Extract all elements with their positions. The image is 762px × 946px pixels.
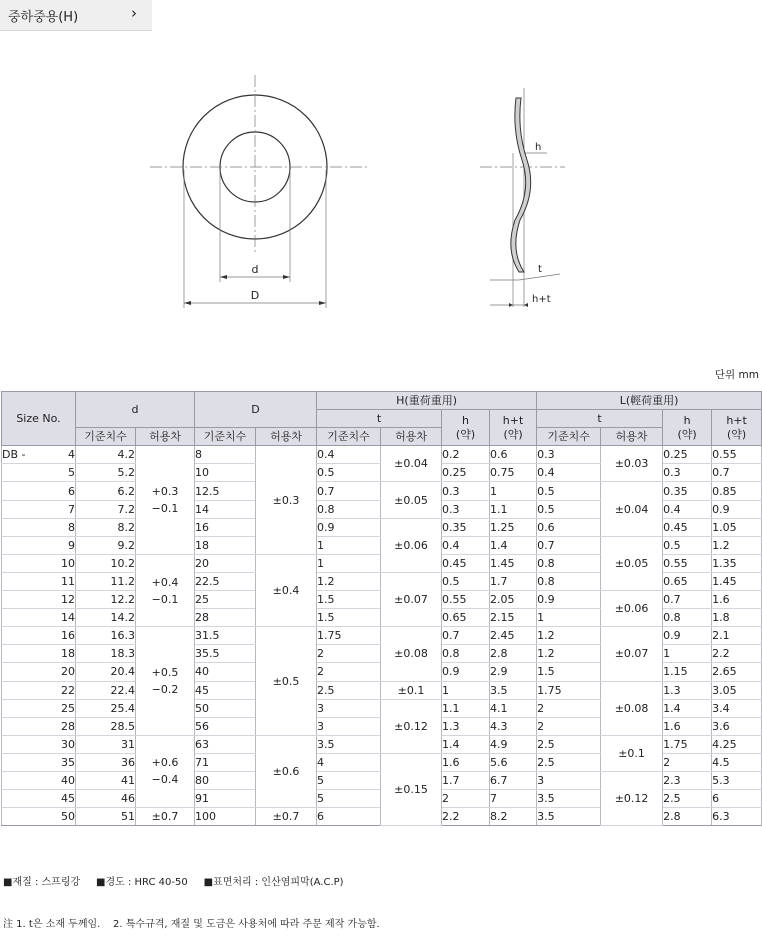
H-t-base-cell: 5: [317, 771, 381, 789]
L-h-cell: 2: [663, 753, 712, 771]
size-cell: 30: [36, 735, 76, 753]
size-cell: 16: [36, 627, 76, 645]
D-base-cell: 20: [195, 554, 256, 572]
L-ht-cell: 0.55: [712, 446, 762, 464]
L-ht-cell: 0.85: [712, 482, 762, 500]
size-prefix-cell: [2, 699, 36, 717]
H-ht-cell: 1.1: [490, 500, 537, 518]
L-h-cell: 1.4: [663, 699, 712, 717]
L-t-base-cell: 0.6: [537, 518, 601, 536]
size-prefix-cell: [2, 717, 36, 735]
L-t-base-cell: 1.2: [537, 627, 601, 645]
L-h-cell: 0.3: [663, 464, 712, 482]
d-base-cell: 16.3: [76, 627, 136, 645]
size-prefix-cell: [2, 771, 36, 789]
notes-line-2: 注 1. t은 소재 두께임. 2. 특수규격, 재질 및 도금은 사용처에 따라 주문 제작 가능함.: [3, 919, 380, 930]
L-ht-cell: 2.1: [712, 627, 762, 645]
size-cell: 20: [36, 663, 76, 681]
D-base-cell: 22.5: [195, 572, 256, 590]
header-L-t: t: [537, 410, 663, 428]
H-h-cell: 2.2: [442, 808, 490, 826]
d-base-cell: 6.2: [76, 482, 136, 500]
d-base-cell: 8.2: [76, 518, 136, 536]
L-t-base-cell: 3.5: [537, 790, 601, 808]
L-t-base-cell: 0.8: [537, 572, 601, 590]
H-ht-cell: 0.6: [490, 446, 537, 464]
table-row: [2, 627, 762, 645]
size-cell: 5: [36, 464, 76, 482]
d-base-cell: 46: [76, 790, 136, 808]
H-t-base-cell: 2.5: [317, 681, 381, 699]
D-base-cell: 35.5: [195, 645, 256, 663]
L-t-tolerance-cell: ±0.04: [601, 482, 663, 536]
d-base-cell: 18.3: [76, 645, 136, 663]
L-h-cell: 2.5: [663, 790, 712, 808]
H-h-cell: 0.3: [442, 500, 490, 518]
L-ht-cell: 6: [712, 790, 762, 808]
L-t-base-cell: 0.8: [537, 554, 601, 572]
header-H: H(重荷重用): [317, 392, 537, 410]
d-base-cell: 31: [76, 735, 136, 753]
L-t-base-cell: 3: [537, 771, 601, 789]
size-cell: 14: [36, 609, 76, 627]
size-cell: 35: [36, 753, 76, 771]
H-ht-cell: 1.7: [490, 572, 537, 590]
H-ht-cell: 5.6: [490, 753, 537, 771]
size-prefix-cell: [2, 464, 36, 482]
d-base-cell: 7.2: [76, 500, 136, 518]
H-h-cell: 0.35: [442, 518, 490, 536]
D-base-cell: 45: [195, 681, 256, 699]
H-t-tolerance-cell: ±0.08: [381, 627, 442, 681]
H-t-base-cell: 1.75: [317, 627, 381, 645]
size-prefix-cell: [2, 518, 36, 536]
L-t-base-cell: 0.5: [537, 500, 601, 518]
L-t-base-cell: 2: [537, 717, 601, 735]
L-h-cell: 0.55: [663, 554, 712, 572]
d-tolerance-cell: +0.4 −0.1: [136, 554, 195, 626]
D-base-cell: 25: [195, 591, 256, 609]
d-tolerance-cell: +0.5 −0.2: [136, 627, 195, 736]
H-h-cell: 1: [442, 681, 490, 699]
D-base-cell: 40: [195, 663, 256, 681]
L-h-cell: 1.15: [663, 663, 712, 681]
L-t-base-cell: 2.5: [537, 735, 601, 753]
H-t-tolerance-cell: ±0.05: [381, 482, 442, 518]
L-t-tolerance-cell: ±0.07: [601, 627, 663, 681]
d-base-cell: 36: [76, 753, 136, 771]
D-base-cell: 12.5: [195, 482, 256, 500]
H-t-base-cell: 4: [317, 753, 381, 771]
header-L-t-base: 기준치수: [537, 428, 601, 446]
L-t-tolerance-cell: ±0.03: [601, 446, 663, 482]
L-h-cell: 0.45: [663, 518, 712, 536]
D-base-cell: 80: [195, 771, 256, 789]
size-prefix-cell: [2, 482, 36, 500]
H-t-base-cell: 0.7: [317, 482, 381, 500]
size-cell: 28: [36, 717, 76, 735]
D-base-cell: 28: [195, 609, 256, 627]
D-base-cell: 91: [195, 790, 256, 808]
H-h-cell: 1.4: [442, 735, 490, 753]
L-t-tolerance-cell: ±0.12: [601, 771, 663, 825]
size-prefix-cell: [2, 663, 36, 681]
L-t-base-cell: 1: [537, 609, 601, 627]
dim-D-label: D: [250, 289, 260, 302]
L-h-cell: 0.35: [663, 482, 712, 500]
L-t-tolerance-cell: ±0.1: [601, 735, 663, 771]
H-ht-cell: 2.8: [490, 645, 537, 663]
dim-d-label: d: [251, 263, 259, 276]
L-h-cell: 1.75: [663, 735, 712, 753]
unit-label: 단위 mm: [714, 369, 759, 381]
H-h-cell: 0.25: [442, 464, 490, 482]
H-t-base-cell: 6: [317, 808, 381, 826]
H-t-base-cell: 1: [317, 554, 381, 572]
header-L: L(輕荷重用): [537, 392, 762, 410]
D-base-cell: 71: [195, 753, 256, 771]
d-base-cell: 10.2: [76, 554, 136, 572]
header-D-base: 기준치수: [195, 428, 256, 446]
D-base-cell: 63: [195, 735, 256, 753]
H-ht-cell: 2.05: [490, 591, 537, 609]
size-cell: 45: [36, 790, 76, 808]
L-ht-cell: 4.5: [712, 753, 762, 771]
size-cell: 40: [36, 771, 76, 789]
size-prefix-cell: [2, 681, 36, 699]
table-row: [2, 446, 762, 464]
L-ht-cell: 1.35: [712, 554, 762, 572]
d-base-cell: 20.4: [76, 663, 136, 681]
dim-ht-label: h+t: [532, 294, 551, 305]
L-ht-cell: 0.7: [712, 464, 762, 482]
category-tab[interactable]: [0, 0, 152, 31]
L-h-cell: 1.3: [663, 681, 712, 699]
D-tolerance-cell: ±0.6: [256, 735, 317, 807]
D-base-cell: 8: [195, 446, 256, 464]
L-h-cell: 2.8: [663, 808, 712, 826]
d-base-cell: 22.4: [76, 681, 136, 699]
H-ht-cell: 2.15: [490, 609, 537, 627]
L-h-cell: 0.4: [663, 500, 712, 518]
L-ht-cell: 2.2: [712, 645, 762, 663]
L-ht-cell: 0.9: [712, 500, 762, 518]
H-t-base-cell: 1: [317, 536, 381, 554]
D-base-cell: 18: [195, 536, 256, 554]
D-base-cell: 50: [195, 699, 256, 717]
L-t-base-cell: 3.5: [537, 808, 601, 826]
H-h-cell: 2: [442, 790, 490, 808]
size-prefix-cell: [2, 572, 36, 590]
L-t-tolerance-cell: ±0.06: [601, 591, 663, 627]
H-h-cell: 0.8: [442, 645, 490, 663]
L-t-base-cell: 2.5: [537, 753, 601, 771]
header-H-t-base: 기준치수: [317, 428, 381, 446]
L-ht-cell: 5.3: [712, 771, 762, 789]
header-H-h: h (약): [442, 410, 490, 446]
header-D: D: [195, 392, 317, 428]
H-h-cell: 0.2: [442, 446, 490, 464]
H-ht-cell: 6.7: [490, 771, 537, 789]
L-h-cell: 1: [663, 645, 712, 663]
H-ht-cell: 2.9: [490, 663, 537, 681]
L-h-cell: 1.6: [663, 717, 712, 735]
H-h-cell: 0.3: [442, 482, 490, 500]
size-cell: 50: [36, 808, 76, 826]
size-cell: 25: [36, 699, 76, 717]
H-t-base-cell: 5: [317, 790, 381, 808]
L-t-tolerance-cell: ±0.05: [601, 536, 663, 590]
L-ht-cell: 1.8: [712, 609, 762, 627]
D-tolerance-cell: ±0.5: [256, 627, 317, 736]
size-cell: 18: [36, 645, 76, 663]
H-t-base-cell: 0.4: [317, 446, 381, 464]
L-h-cell: 0.25: [663, 446, 712, 464]
H-t-base-cell: 3: [317, 717, 381, 735]
D-tolerance-cell: ±0.7: [256, 808, 317, 826]
header-H-t: t: [317, 410, 442, 428]
H-t-tolerance-cell: ±0.15: [381, 753, 442, 825]
size-prefix-cell: [2, 808, 36, 826]
H-h-cell: 1.3: [442, 717, 490, 735]
size-cell: 9: [36, 536, 76, 554]
H-t-base-cell: 3.5: [317, 735, 381, 753]
L-h-cell: 2.3: [663, 771, 712, 789]
notes: [3, 848, 380, 946]
L-t-base-cell: 0.4: [537, 464, 601, 482]
d-base-cell: 5.2: [76, 464, 136, 482]
H-h-cell: 0.7: [442, 627, 490, 645]
table-row: [2, 482, 762, 500]
H-h-cell: 0.55: [442, 591, 490, 609]
header-L-h: h (약): [663, 410, 712, 446]
H-h-cell: 0.4: [442, 536, 490, 554]
H-ht-cell: 1.45: [490, 554, 537, 572]
size-cell: 6: [36, 482, 76, 500]
H-t-base-cell: 2: [317, 645, 381, 663]
d-base-cell: 9.2: [76, 536, 136, 554]
header-H-ht: h+t (약): [490, 410, 537, 446]
L-ht-cell: 1.6: [712, 591, 762, 609]
d-tolerance-cell: +0.3 −0.1: [136, 446, 195, 555]
size-cell: 8: [36, 518, 76, 536]
L-t-base-cell: 0.9: [537, 591, 601, 609]
H-t-tolerance-cell: ±0.07: [381, 572, 442, 626]
size-prefix-cell: [2, 627, 36, 645]
H-t-base-cell: 0.5: [317, 464, 381, 482]
L-h-cell: 0.8: [663, 609, 712, 627]
L-ht-cell: 3.4: [712, 699, 762, 717]
L-t-base-cell: 0.3: [537, 446, 601, 464]
H-t-base-cell: 1.5: [317, 591, 381, 609]
size-cell: 10: [36, 554, 76, 572]
H-ht-cell: 1: [490, 482, 537, 500]
H-ht-cell: 7: [490, 790, 537, 808]
L-ht-cell: 1.2: [712, 536, 762, 554]
d-base-cell: 25.4: [76, 699, 136, 717]
H-t-tolerance-cell: ±0.06: [381, 518, 442, 572]
H-t-base-cell: 1.2: [317, 572, 381, 590]
H-h-cell: 1.7: [442, 771, 490, 789]
D-base-cell: 16: [195, 518, 256, 536]
d-base-cell: 4.2: [76, 446, 136, 464]
D-base-cell: 100: [195, 808, 256, 826]
H-h-cell: 0.45: [442, 554, 490, 572]
chevron-right-icon: ›: [131, 4, 137, 22]
H-ht-cell: 4.3: [490, 717, 537, 735]
H-ht-cell: 1.25: [490, 518, 537, 536]
washer-section: [511, 98, 531, 272]
tab-label: 중하중용(H): [8, 9, 79, 25]
table-row: [2, 681, 762, 699]
size-prefix-cell: [2, 735, 36, 753]
size-cell: 11: [36, 572, 76, 590]
d-base-cell: 12.2: [76, 591, 136, 609]
L-h-cell: 0.65: [663, 572, 712, 590]
H-h-cell: 1.1: [442, 699, 490, 717]
header-L-ht: h+t (약): [712, 410, 762, 446]
H-ht-cell: 4.1: [490, 699, 537, 717]
H-h-cell: 0.65: [442, 609, 490, 627]
L-ht-cell: 1.45: [712, 572, 762, 590]
header-L-t-tol: 허용차: [601, 428, 663, 446]
D-base-cell: 10: [195, 464, 256, 482]
notes-line-1: ■재질 : 스프링강 ■경도 : HRC 40-50 ■표면처리 : 인산염피막(A.C.P): [3, 877, 344, 888]
L-h-cell: 0.5: [663, 536, 712, 554]
D-base-cell: 56: [195, 717, 256, 735]
D-tolerance-cell: ±0.4: [256, 554, 317, 626]
size-cell: 4: [36, 446, 76, 464]
size-cell: 22: [36, 681, 76, 699]
size-prefix-cell: [2, 645, 36, 663]
H-ht-cell: 3.5: [490, 681, 537, 699]
size-prefix-cell: [2, 591, 36, 609]
H-h-cell: 1.6: [442, 753, 490, 771]
header-H-t-tol: 허용차: [381, 428, 442, 446]
L-ht-cell: 2.65: [712, 663, 762, 681]
H-t-base-cell: 0.9: [317, 518, 381, 536]
size-prefix-cell: DB -: [2, 446, 36, 464]
L-ht-cell: 4.25: [712, 735, 762, 753]
header-d-tol: 허용차: [136, 428, 195, 446]
H-t-base-cell: 1.5: [317, 609, 381, 627]
header-size-no: Size No.: [2, 392, 76, 446]
L-ht-cell: 1.05: [712, 518, 762, 536]
L-ht-cell: 3.05: [712, 681, 762, 699]
washer-drawing: [0, 40, 762, 330]
L-t-base-cell: 1.2: [537, 645, 601, 663]
size-cell: 7: [36, 500, 76, 518]
H-ht-cell: 1.4: [490, 536, 537, 554]
size-prefix-cell: [2, 536, 36, 554]
H-t-base-cell: 3: [317, 699, 381, 717]
L-t-base-cell: 0.7: [537, 536, 601, 554]
size-prefix-cell: [2, 500, 36, 518]
L-t-base-cell: 0.5: [537, 482, 601, 500]
L-t-base-cell: 2: [537, 699, 601, 717]
L-ht-cell: 3.6: [712, 717, 762, 735]
size-prefix-cell: [2, 609, 36, 627]
H-h-cell: 0.5: [442, 572, 490, 590]
size-prefix-cell: [2, 790, 36, 808]
H-ht-cell: 0.75: [490, 464, 537, 482]
size-cell: 12: [36, 591, 76, 609]
d-tolerance-cell: +0.6 −0.4: [136, 735, 195, 807]
H-t-tolerance-cell: ±0.1: [381, 681, 442, 699]
H-t-base-cell: 0.8: [317, 500, 381, 518]
H-ht-cell: 2.45: [490, 627, 537, 645]
header-d-base: 기준치수: [76, 428, 136, 446]
L-h-cell: 0.7: [663, 591, 712, 609]
H-ht-cell: 4.9: [490, 735, 537, 753]
H-t-base-cell: 2: [317, 663, 381, 681]
dim-h-label: h: [535, 142, 542, 153]
H-ht-cell: 8.2: [490, 808, 537, 826]
H-t-tolerance-cell: ±0.12: [381, 699, 442, 753]
d-tolerance-cell: ±0.7: [136, 808, 195, 826]
d-base-cell: 41: [76, 771, 136, 789]
D-base-cell: 14: [195, 500, 256, 518]
d-base-cell: 14.2: [76, 609, 136, 627]
spec-table: [1, 391, 762, 826]
L-t-base-cell: 1.5: [537, 663, 601, 681]
d-base-cell: 51: [76, 808, 136, 826]
D-base-cell: 31.5: [195, 627, 256, 645]
dim-t-label: t: [538, 264, 542, 275]
L-t-base-cell: 1.75: [537, 681, 601, 699]
spec-table-body: [2, 446, 762, 826]
L-h-cell: 0.9: [663, 627, 712, 645]
size-prefix-cell: [2, 554, 36, 572]
D-tolerance-cell: ±0.3: [256, 446, 317, 555]
H-h-cell: 0.9: [442, 663, 490, 681]
H-t-tolerance-cell: ±0.04: [381, 446, 442, 482]
d-base-cell: 11.2: [76, 572, 136, 590]
header-D-tol: 허용차: [256, 428, 317, 446]
d-base-cell: 28.5: [76, 717, 136, 735]
L-t-tolerance-cell: ±0.08: [601, 681, 663, 735]
L-ht-cell: 6.3: [712, 808, 762, 826]
size-prefix-cell: [2, 753, 36, 771]
header-d: d: [76, 392, 195, 428]
